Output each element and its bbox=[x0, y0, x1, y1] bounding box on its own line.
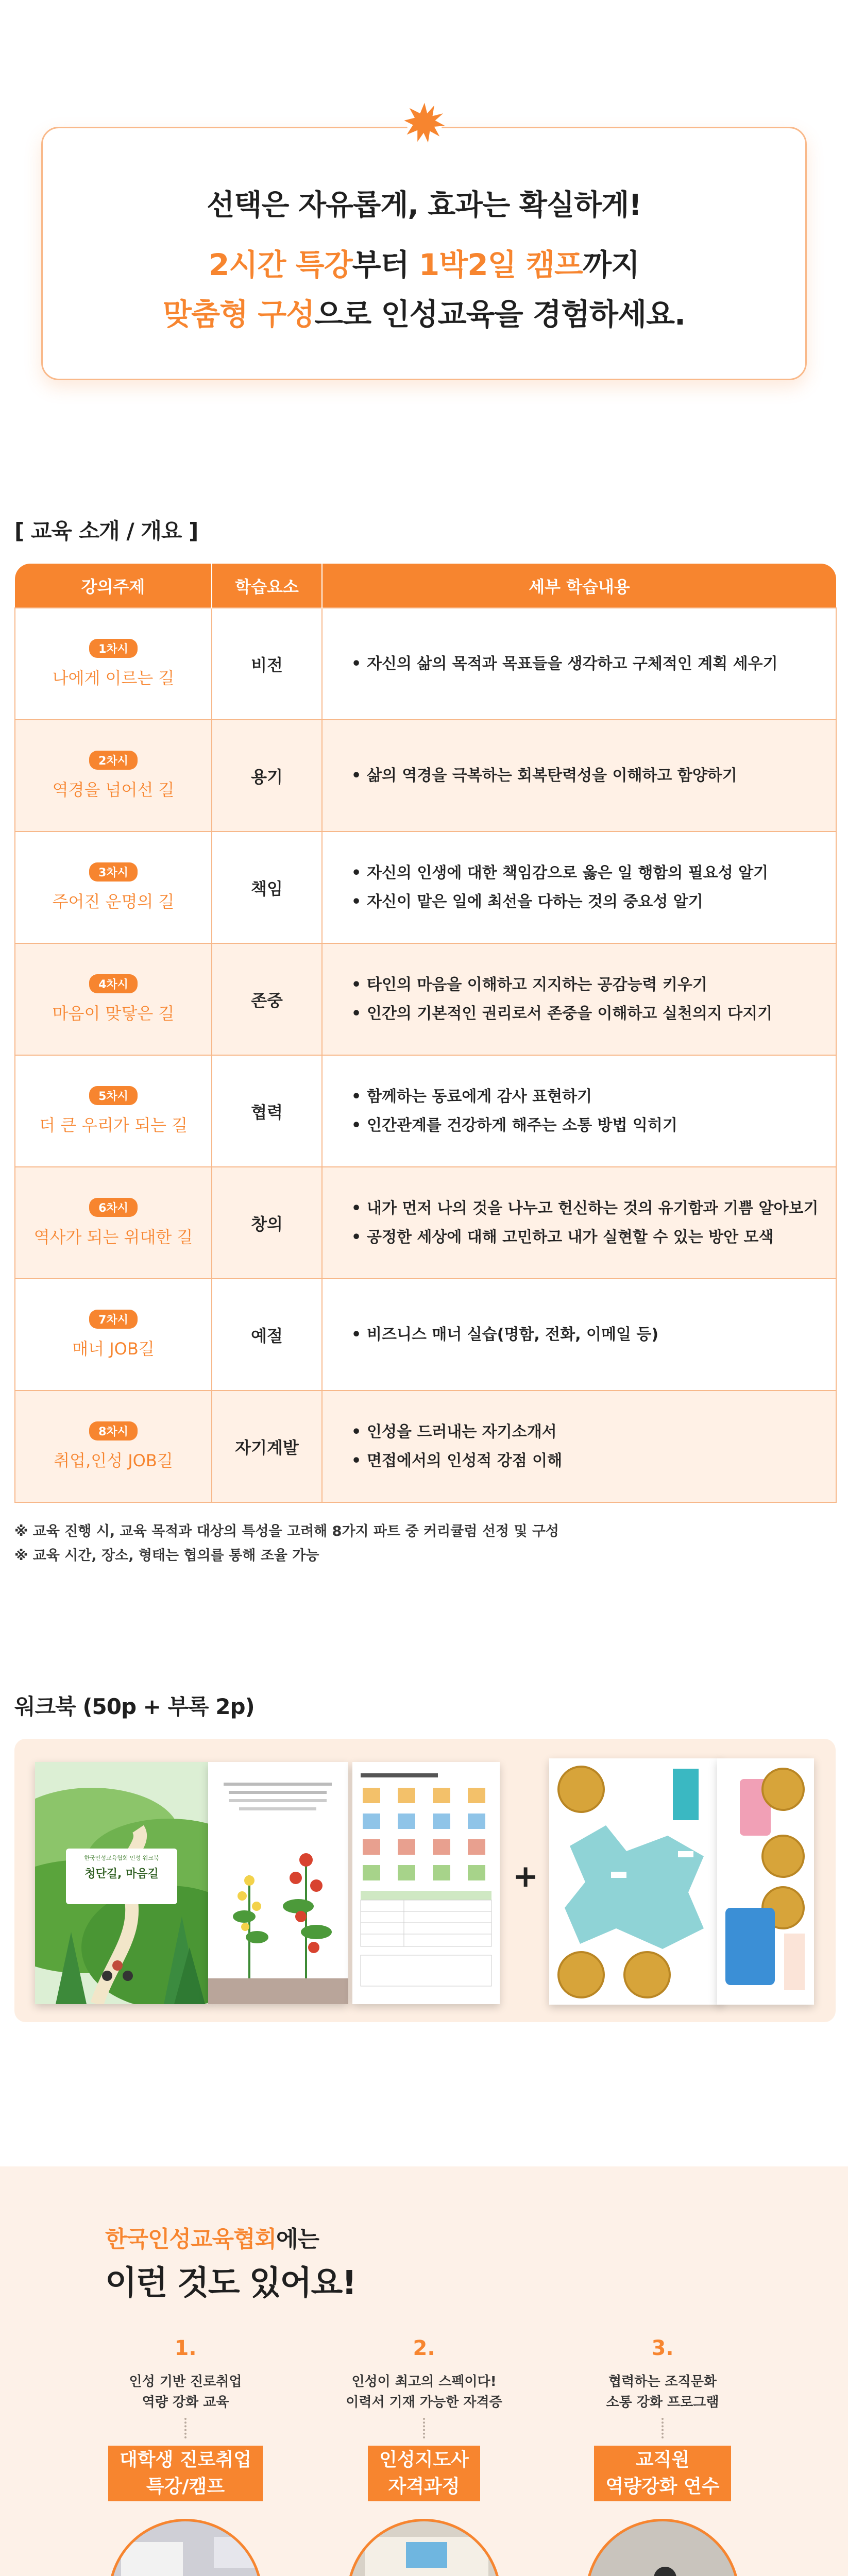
sunburst-icon bbox=[402, 101, 447, 145]
table-row bbox=[15, 720, 836, 832]
promo-headline: 이런 것도 있어요! bbox=[105, 2264, 356, 2302]
cell-element: 창의 bbox=[212, 1167, 322, 1279]
subject-title: 마음이 맞닿은 길 bbox=[52, 1004, 175, 1023]
hero-line-3 bbox=[43, 290, 805, 333]
detail-item: • 타인의 마음을 이해하고 지지하는 공감능력 키우기 bbox=[351, 971, 836, 999]
cell-subject bbox=[15, 943, 212, 1055]
promo-org: 한국인성교육협회 bbox=[105, 2226, 277, 2252]
header-detail: 세부 학습내용 bbox=[322, 564, 836, 608]
workbook-page-flowers bbox=[208, 1762, 348, 2004]
promo-card-3 bbox=[559, 2336, 766, 2576]
cell-element: 존중 bbox=[212, 943, 322, 1055]
detail-item: • 인성을 드러내는 자기소개서 bbox=[351, 1418, 836, 1447]
photo-workshop bbox=[585, 2519, 740, 2576]
subject-title: 역사가 되는 위대한 길 bbox=[33, 1227, 193, 1247]
card-description: 협력하는 조직문화 소통 강화 프로그램 bbox=[606, 2374, 719, 2410]
appendix-page-tags bbox=[717, 1758, 814, 2005]
table-row bbox=[15, 1391, 836, 1502]
session-badge: 2차시 bbox=[89, 751, 138, 770]
cell-detail bbox=[322, 1279, 836, 1391]
cell-element: 용기 bbox=[212, 720, 322, 832]
detail-item: • 함께하는 동료에게 감사 표현하기 bbox=[351, 1082, 836, 1111]
session-badge: 7차시 bbox=[89, 1310, 138, 1329]
session-badge: 8차시 bbox=[89, 1421, 138, 1440]
cell-subject bbox=[15, 720, 212, 832]
cover-series: 한국인성교육협회 인성 워크북 bbox=[84, 1855, 159, 1861]
session-badge: 5차시 bbox=[89, 1086, 138, 1105]
cell-detail bbox=[322, 1055, 836, 1167]
card-number: 2. bbox=[413, 2336, 435, 2360]
note-2: ※ 교육 시간, 장소, 형태는 협의를 통해 조율 가능 bbox=[14, 1548, 319, 1564]
promo-subtitle bbox=[105, 2221, 319, 2253]
hero-text: 으로 인성교육을 경험하세요. bbox=[314, 297, 686, 332]
worksheet-illustration bbox=[352, 1762, 500, 2004]
lecture-photo bbox=[111, 2521, 263, 2576]
table-header-row bbox=[15, 564, 836, 608]
detail-item: • 면접에서의 인성적 강점 이해 bbox=[351, 1447, 836, 1476]
hero-box bbox=[41, 127, 807, 380]
cell-detail bbox=[322, 608, 836, 720]
table-row bbox=[15, 1055, 836, 1167]
appendix-page-stickers bbox=[549, 1758, 722, 2005]
promo-card-2 bbox=[321, 2336, 527, 2576]
cell-element: 자기계발 bbox=[212, 1391, 322, 1502]
card-label: 대학생 진로취업 특강/캠프 bbox=[108, 2446, 263, 2501]
detail-item: • 자신의 인생에 대한 책임감으로 옳은 일 행함의 필요성 알기 bbox=[351, 859, 836, 888]
cell-subject bbox=[15, 1055, 212, 1167]
cell-detail bbox=[322, 943, 836, 1055]
hero-line-2 bbox=[43, 241, 805, 284]
subject-title: 취업,인성 JOB길 bbox=[54, 1451, 173, 1470]
subject-title: 매너 JOB길 bbox=[72, 1339, 155, 1359]
note-1: ※ 교육 진행 시, 교육 목적과 대상의 특성을 고려해 8가지 파트 중 커리큘럼 선정 및 구성 bbox=[14, 1523, 559, 1539]
card-number: 1. bbox=[174, 2336, 197, 2360]
subject-title: 더 큰 우리가 되는 길 bbox=[39, 1115, 188, 1135]
table-row bbox=[15, 608, 836, 720]
subject-title: 나에게 이르는 길 bbox=[52, 668, 175, 688]
workbook-page-worksheet bbox=[352, 1762, 500, 2004]
detail-item: • 자신의 삶의 목적과 목표들을 생각하고 구체적인 계획 세우기 bbox=[351, 650, 836, 679]
photo-lecture bbox=[108, 2519, 263, 2576]
cell-element: 협력 bbox=[212, 1055, 322, 1167]
cell-element: 예절 bbox=[212, 1279, 322, 1391]
cell-detail bbox=[322, 1391, 836, 1502]
card-description: 인성 기반 진로취업 역량 강화 교육 bbox=[129, 2374, 242, 2410]
card-label: 인성지도사 자격과정 bbox=[368, 2446, 480, 2501]
session-badge: 1차시 bbox=[89, 639, 138, 658]
session-badge: 3차시 bbox=[89, 862, 138, 882]
dotted-divider bbox=[662, 2418, 664, 2438]
cell-subject bbox=[15, 1167, 212, 1279]
header-subject: 강의주제 bbox=[15, 564, 212, 608]
subject-title: 주어진 운명의 길 bbox=[52, 892, 175, 911]
card-description: 인성이 최고의 스펙이다! 이력서 기재 가능한 자격증 bbox=[346, 2374, 502, 2410]
cover-label bbox=[66, 1849, 177, 1904]
overview-title: [ 교육 소개 / 개요 ] bbox=[14, 518, 198, 544]
cell-element: 비전 bbox=[212, 608, 322, 720]
detail-item: • 인간관계를 건강하게 해주는 소통 방법 익히기 bbox=[351, 1111, 836, 1140]
dotted-divider bbox=[184, 2418, 186, 2438]
cell-subject bbox=[15, 832, 212, 943]
dotted-divider bbox=[423, 2418, 425, 2438]
cell-subject bbox=[15, 1279, 212, 1391]
workbook-panel bbox=[14, 1739, 836, 2022]
hero-text: 부터 bbox=[352, 247, 419, 282]
hero-highlight-lecture: 2시간 특강 bbox=[208, 247, 352, 282]
sticker-illustration bbox=[549, 1758, 722, 2005]
detail-item: • 비즈니스 매너 실습(명함, 전화, 이메일 등) bbox=[351, 1320, 836, 1349]
card-number: 3. bbox=[651, 2336, 674, 2360]
detail-item: • 공정한 세상에 대해 고민하고 내가 실현할 수 있는 방안 모색 bbox=[351, 1223, 836, 1252]
header-element: 학습요소 bbox=[212, 564, 322, 608]
plus-sign: + bbox=[513, 1858, 539, 1894]
tag-illustration bbox=[717, 1758, 814, 2005]
hero-line-1: 선택은 자유롭게, 효과는 확실하게! bbox=[207, 189, 641, 222]
workbook-cover bbox=[35, 1762, 208, 2004]
hero-highlight-custom: 맞춤형 구성 bbox=[162, 297, 315, 332]
photo-classroom bbox=[347, 2519, 501, 2576]
cell-subject bbox=[15, 1391, 212, 1502]
workshop-photo bbox=[588, 2521, 740, 2576]
cell-detail bbox=[322, 720, 836, 832]
cell-detail bbox=[322, 832, 836, 943]
hero-text: 까지 bbox=[582, 247, 639, 282]
table-row bbox=[15, 1167, 836, 1279]
detail-item: • 내가 먼저 나의 것을 나누고 헌신하는 것의 유기함과 기쁨 알아보기 bbox=[351, 1194, 836, 1223]
promo-card-1 bbox=[82, 2336, 289, 2576]
cover-title: 청단길, 마음길 bbox=[84, 1868, 159, 1880]
curriculum-table bbox=[14, 564, 837, 1503]
detail-item: • 인간의 기본적인 권리로서 존중을 이해하고 실천의지 다지기 bbox=[351, 999, 836, 1028]
promo-org-suffix: 에는 bbox=[276, 2226, 319, 2252]
flower-illustration bbox=[208, 1762, 348, 2004]
table-row bbox=[15, 943, 836, 1055]
session-badge: 4차시 bbox=[89, 974, 138, 993]
detail-item: • 자신이 맡은 일에 최선을 다하는 것의 중요성 알기 bbox=[351, 888, 836, 917]
cell-detail bbox=[322, 1167, 836, 1279]
hero-highlight-camp: 1박2일 캠프 bbox=[418, 247, 583, 282]
card-label: 교직원 역량강화 연수 bbox=[594, 2446, 731, 2501]
detail-item: • 삶의 역경을 극복하는 회복탄력성을 이해하고 함양하기 bbox=[351, 761, 836, 790]
session-badge: 6차시 bbox=[89, 1198, 138, 1217]
workbook-title: 워크북 (50p + 부록 2p) bbox=[14, 1694, 255, 1719]
subject-title: 역경을 넘어선 길 bbox=[52, 780, 175, 800]
table-row bbox=[15, 1279, 836, 1391]
classroom-photo bbox=[349, 2521, 501, 2576]
cell-element: 책임 bbox=[212, 832, 322, 943]
cell-subject bbox=[15, 608, 212, 720]
table-row bbox=[15, 832, 836, 943]
